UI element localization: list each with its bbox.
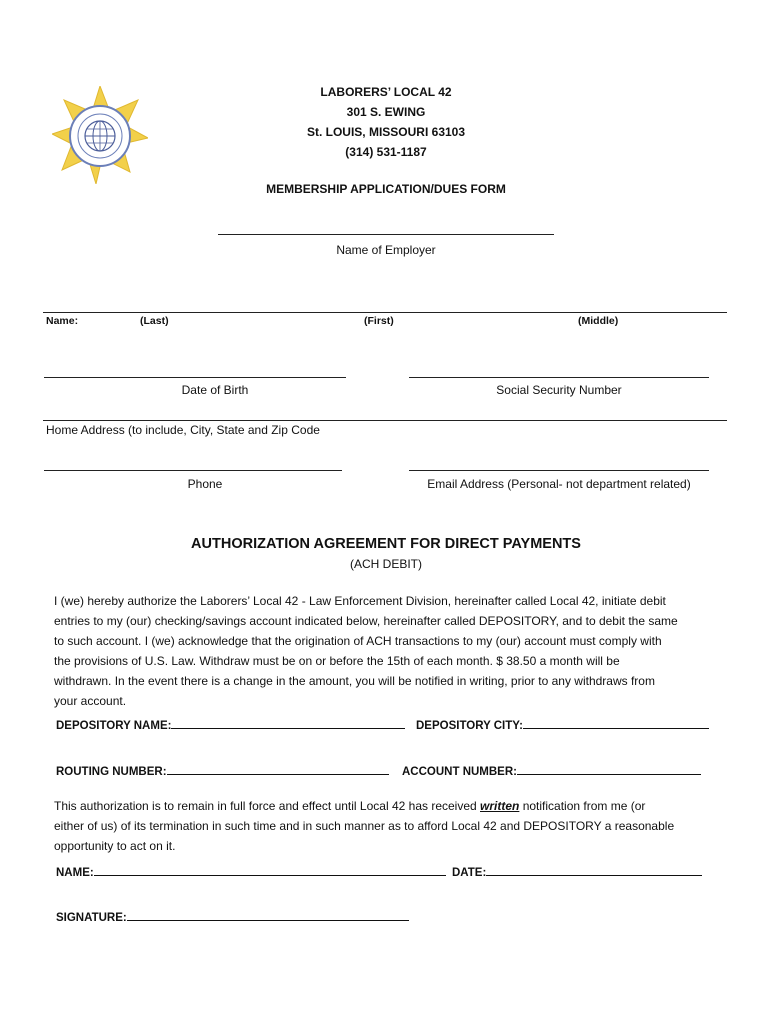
employer-label: Name of Employer <box>336 243 436 257</box>
terms-text: notification from me (or <box>519 799 646 813</box>
auth-paragraph-line: withdrawn. In the event there is a change in the amount, you will be notified in writing, prior to any withdraws from <box>54 674 655 688</box>
account-number-field <box>402 762 701 778</box>
depository-name-field <box>56 716 405 732</box>
home-address-label: Home Address (to include, City, State and Zip Code <box>46 423 320 437</box>
auth-paragraph <box>54 591 724 711</box>
date-field-label: DATE: <box>452 867 487 879</box>
ssn-label: Social Security Number <box>496 383 622 397</box>
org-header <box>236 82 536 162</box>
org-address-line2: St. LOUIS, MISSOURI 63103 <box>306 125 466 139</box>
terms-line-1 <box>54 796 724 816</box>
auth-paragraph-line: to such account. I (we) acknowledge that the origination of ACH transactions to my (our) account must comply with <box>54 634 662 648</box>
signature-label: SIGNATURE: <box>56 912 127 924</box>
dob-label: Date of Birth <box>181 383 249 397</box>
routing-number-input[interactable] <box>167 762 389 775</box>
depository-name-label: DEPOSITORY NAME: <box>56 720 172 732</box>
name-input-line[interactable] <box>43 312 727 313</box>
phone-input-line[interactable] <box>44 470 342 471</box>
org-name: LABORERS’ LOCAL 42 <box>320 85 452 99</box>
terms-line-2: either of us) of its termination in such time and in such manner as to afford Local 42 and DEPOSITORY a reasonable <box>54 819 675 833</box>
name-label: Name: <box>46 315 79 327</box>
auth-title: AUTHORIZATION AGREEMENT FOR DIRECT PAYMENTS <box>191 536 581 552</box>
auth-paragraph-line: I (we) hereby authorize the Laborers’ Local 42 - Law Enforcement Division, hereinafter called Local 42, initiate debit <box>54 594 666 608</box>
employer-input-line[interactable] <box>218 234 554 235</box>
dob-input-line[interactable] <box>44 377 346 378</box>
depository-city-field <box>416 716 709 732</box>
account-number-label: ACCOUNT NUMBER: <box>402 766 517 778</box>
name-field <box>56 863 446 879</box>
signature-input[interactable] <box>127 908 409 921</box>
org-phone: (314) 531-1187 <box>345 145 427 159</box>
depository-city-label: DEPOSITORY CITY: <box>416 720 523 732</box>
org-address-line1: 301 S. EWING <box>346 105 426 119</box>
name-field-label: NAME: <box>56 867 94 879</box>
account-number-input[interactable] <box>517 762 701 775</box>
star-seal-logo-icon <box>52 86 148 184</box>
form-title: MEMBERSHIP APPLICATION/DUES FORM <box>266 182 506 196</box>
first-name-label: (First) <box>364 315 394 327</box>
auth-subtitle: (ACH DEBIT) <box>350 557 422 571</box>
depository-city-input[interactable] <box>523 716 709 729</box>
auth-paragraph-line: your account. <box>54 694 127 708</box>
depository-name-input[interactable] <box>171 716 405 729</box>
ssn-input-line[interactable] <box>409 377 709 378</box>
phone-label: Phone <box>187 477 223 491</box>
routing-number-field <box>56 762 389 778</box>
terms-emphasis: written <box>480 799 520 813</box>
date-field <box>452 863 702 879</box>
name-field-input[interactable] <box>94 863 446 876</box>
auth-paragraph-line: entries to my (our) checking/savings account indicated below, hereinafter called DEPOSITORY, and to debit the same <box>54 614 678 628</box>
email-label: Email Address (Personal- not department related) <box>427 477 691 491</box>
terms-line-3: opportunity to act on it. <box>54 839 176 853</box>
terms-paragraph <box>54 796 724 856</box>
middle-name-label: (Middle) <box>578 315 619 327</box>
terms-text: This authorization is to remain in full force and effect until Local 42 has received <box>54 799 481 813</box>
routing-number-label: ROUTING NUMBER: <box>56 766 167 778</box>
auth-paragraph-line: the provisions of U.S. Law. Withdraw must be on or before the 15th of each month. $ 38.50 a month will be <box>54 654 620 668</box>
last-name-label: (Last) <box>140 315 169 327</box>
email-input-line[interactable] <box>409 470 709 471</box>
date-field-input[interactable] <box>486 863 702 876</box>
signature-field <box>56 908 409 924</box>
home-address-input-line[interactable] <box>43 420 727 421</box>
